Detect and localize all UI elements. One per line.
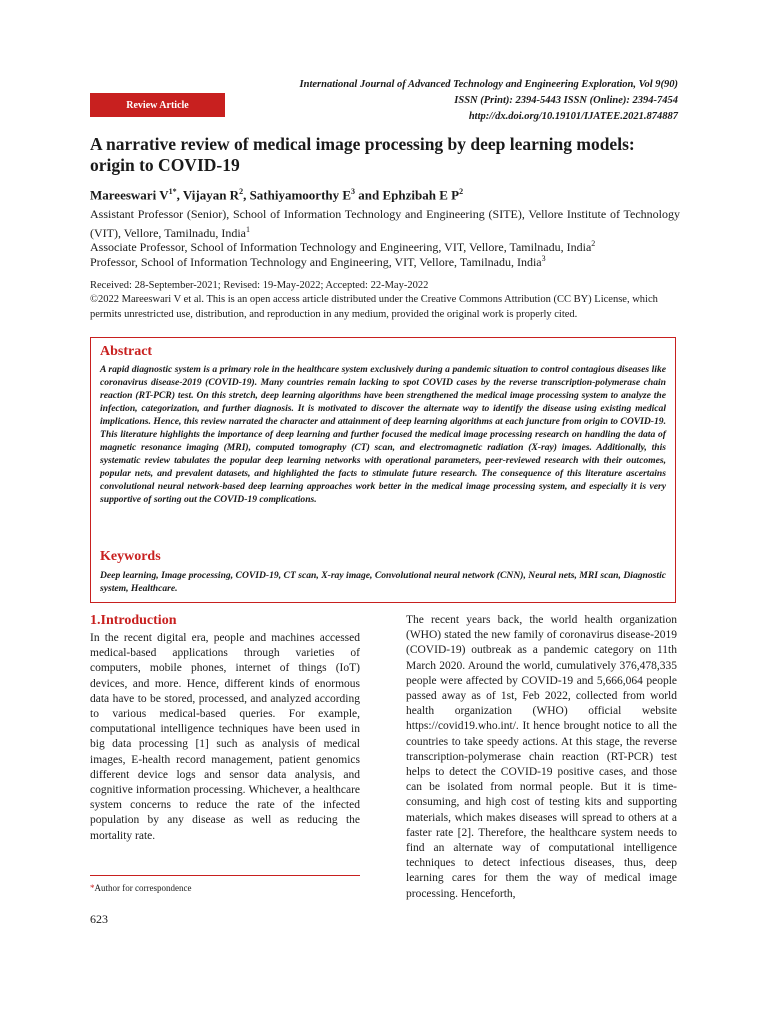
introduction-heading: 1.Introduction bbox=[90, 613, 177, 628]
author-name: Mareeswari V bbox=[90, 187, 169, 203]
article-dates: Received: 28-September-2021; Revised: 19-May-2022; Accepted: 22-May-2022 bbox=[90, 280, 429, 291]
author-affiliation-mark: 3 bbox=[351, 187, 356, 196]
footnote-text: Author for correspondence bbox=[94, 883, 192, 893]
footnote bbox=[90, 883, 191, 893]
abstract-heading: Abstract bbox=[100, 344, 153, 359]
journal-name: International Journal of Advanced Technology and Engineering Exploration, Vol 9(90) bbox=[299, 79, 678, 90]
author-name: , Vijayan R bbox=[176, 187, 240, 203]
footnote-mark: * bbox=[90, 883, 95, 893]
affiliation-mark: 1 bbox=[246, 225, 251, 234]
author-name: and Ephzibah E P bbox=[355, 187, 460, 203]
author-affiliation-mark: 2 bbox=[239, 187, 244, 196]
keywords-heading: Keywords bbox=[100, 549, 161, 564]
affiliation-3 bbox=[90, 251, 680, 270]
author-name: , Sathiyamoorthy E bbox=[243, 187, 352, 203]
affiliation-text: Associate Professor, School of Information Technology and Engineering, VIT, Vellore, Tamilnadu, India bbox=[90, 240, 592, 254]
abstract-text: A rapid diagnostic system is a primary role in the healthcare system exclusively during a pandemic situation to control contagious diseases like coronavirus disease-2019 (COVID-19). Many countries remain lacking to spot COVID cases by the reverse transcription-polymerase chain reaction (RT-PCR) test. On this stretch, deep learning algorithms have been strengthened the medical image processing system to analyze the infection, categorization, and further diagnosis. It is motivated to discover the alternate way to identify the disease using existing medical implications. Hence, this review narrated the character and attainment of deep learning algorithms at each juncture from origin to COVID-19. This literature highlights the importance of deep learning and further focused the medical image processing research on handling the data of magnetic resonance imaging (MRI), computed tomography (CT) scan, and electromagnetic radiation (X-ray) images. Additionally, this systematic review tabulates the popular deep learning networks with operational parameters, peer-reviewed research with their outcomes, popular nets, and prevalent datasets, and highlighted the facts to stimulate future research. The consequence of this literature ascertains convolutional neural network-based deep learning approaches work better in the medical image processing system, and especially it is very supportive of sorting out the COVID-19 complications. bbox=[100, 364, 666, 505]
footnote-divider bbox=[90, 875, 360, 876]
author-list bbox=[90, 187, 463, 203]
issn-line: ISSN (Print): 2394-5443 ISSN (Online): 2394-7454 bbox=[454, 95, 678, 106]
license-note: ©2022 Mareeswari V et al. This is an open access article distributed under the Creative Commons Attribution (CC BY) License, which permits unrestricted use, distribution, and reproduction in any medium, provided the original work is properly cited. bbox=[90, 294, 658, 320]
doi-link[interactable]: http://dx.doi.org/10.19101/IJATEE.2021.874887 bbox=[468, 111, 678, 122]
author-affiliation-mark: 2 bbox=[459, 187, 464, 196]
affiliation-text: Assistant Professor (Senior), School of Information Technology and Engineering (SITE), Vellore Institute of Technology (VIT), Vellore, Tamilnadu, India bbox=[90, 207, 680, 240]
affiliation-mark: 2 bbox=[591, 239, 596, 248]
affiliation-text: Professor, School of Information Technology and Engineering, VIT, Vellore, Tamilnadu, India bbox=[90, 255, 542, 269]
intro-left-column: In the recent digital era, people and machines accessed medical-based applications through varieties of computers, mobile phones, internet of things (IoT) devices, and more. Hence, different kinds of enormous data have to be stored, processed, and analyzed according to various medical-based queries. For example, computational intelligence techniques have been used in big data processing [1] such as analysis of medical images, E-health record management, patient genomics different device logs and sensor data analysis, and cognitive information processing. Whichever, a healthcare system concerns to reduce the rate of the infected population by any disease as well as reducing the mortality rate. bbox=[90, 632, 360, 842]
article-type-badge: Review Article bbox=[90, 93, 225, 117]
page-number: 623 bbox=[90, 912, 108, 926]
article-title: A narrative review of medical image processing by deep learning models: origin to COVID-19 bbox=[90, 134, 635, 175]
intro-right-column: The recent years back, the world health organization (WHO) stated the new family of coronavirus disease-2019 (COVID-19) outbreak as a pandemic category on 11th March 2020. Around the world, cumulatively 376,478,335 people were affected by COVID-19 and 5,666,064 people passed away as of 1st, Feb 2022, collected from world health organization (WHO) official website https://covid19.who.int/. It hence brought notice to all the countries to take speedy actions. At this stage, the reverse transcription-polymerase chain reaction (RT-PCR) test helps to detect the COVID-19 positive cases, and those can be isolated from normal people. But it is time-consuming, and high cost of testing kits and supporting materials, which makes diseases will spread to others at a faster rate [2]. Therefore, the healthcare system needs to find an alternate way of computational intelligence techniques to detect infectious diseases, thus, deep learning cares for them the way of medical image processing. Henceforth, bbox=[406, 614, 677, 900]
author-affiliation-mark: 1* bbox=[168, 187, 177, 196]
keywords-text: Deep learning, Image processing, COVID-19, CT scan, X-ray image, Convolutional neural network (CNN), Neural nets, MRI scan, Diagnostic system, Healthcare. bbox=[100, 570, 666, 594]
affiliation-mark: 3 bbox=[541, 254, 546, 263]
